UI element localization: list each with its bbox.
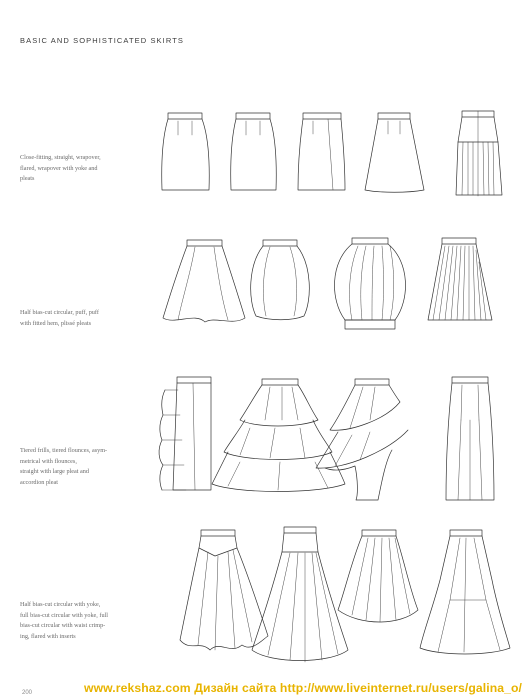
caption-line: Half bias-cut circular, puff, puff	[20, 309, 99, 316]
page-number: 200	[22, 690, 33, 696]
skirt-tiered-flounces-illustration	[212, 379, 345, 492]
caption-line: Close-fitting, straight, wrapover,	[20, 154, 101, 161]
caption-line: full bias-cut circular with yoke, full	[20, 611, 108, 619]
skirt-waist-crimping-illustration	[338, 530, 418, 622]
skirt-full-bias-yoke-illustration	[252, 527, 348, 662]
skirt-close-fitting-illustration	[162, 113, 209, 190]
caption-line: straight with large pleat and	[20, 468, 89, 475]
skirt-wrapover-yoke-pleats-illustration	[456, 111, 502, 196]
caption-line: pleats	[20, 175, 35, 182]
skirt-wrapover-illustration	[298, 113, 345, 190]
watermark-link[interactable]: www.rekshaz.com Дизайн сайта http://www.liveinternet.ru/users/galina_o/	[84, 681, 523, 695]
skirt-straight-illustration	[231, 113, 277, 190]
caption-line: Half bias-cut circular with yoke,	[20, 601, 101, 608]
skirt-flared-inserts-illustration	[420, 530, 510, 654]
skirt-half-bias-circular-illustration	[163, 240, 245, 322]
caption-line: flared, wrapover with yoke and	[20, 164, 98, 172]
page-title: BASIC AND SOPHISTICATED SKIRTS	[20, 36, 185, 45]
skirt-plisse-pleats-illustration	[428, 238, 492, 320]
caption-line: metrical with flounces,	[20, 457, 77, 465]
skirt-flared-illustration	[365, 113, 424, 192]
caption-line: accordion pleat	[20, 478, 58, 486]
skirt-puff-fitted-hem-illustration	[335, 238, 406, 329]
skirt-puff-illustration	[251, 240, 310, 320]
caption-line: ing, flared with inserts	[20, 632, 76, 640]
skirt-half-bias-yoke-illustration	[180, 530, 268, 650]
caption-line: bias-cut circular with waist crimp-	[20, 622, 106, 629]
skirt-tiered-frills-illustration	[159, 377, 211, 490]
caption-line: Tiered frills, tiered flounces, asym-	[20, 447, 108, 454]
skirt-straight-large-pleat-illustration	[446, 377, 494, 500]
caption-line: with fitted hem, plissé pleats	[20, 319, 91, 327]
skirt-asymmetrical-flounces-illustration	[316, 379, 408, 500]
